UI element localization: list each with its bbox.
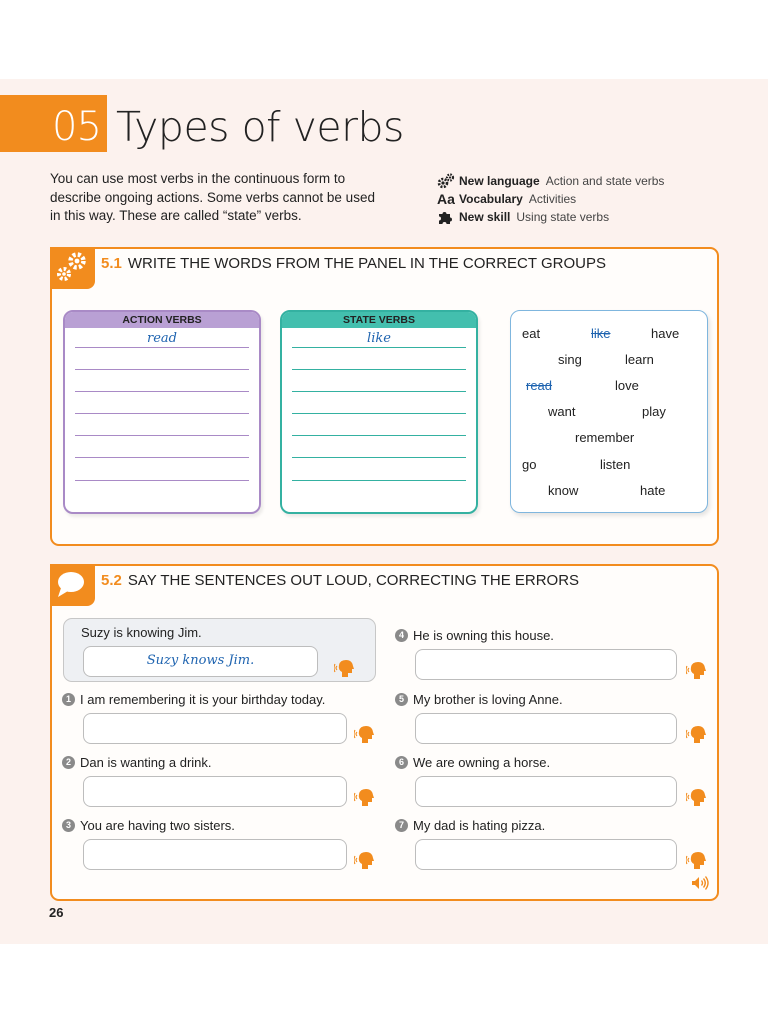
answer-line[interactable] (75, 435, 249, 436)
answer-field[interactable] (415, 839, 677, 870)
answer-line[interactable] (292, 391, 466, 392)
speaking-head-icon[interactable] (686, 724, 708, 744)
aa-icon: Aa (437, 191, 455, 207)
panel-word-crossed: like (591, 326, 611, 341)
action-verbs-column (63, 310, 261, 514)
item-number: 7 (395, 819, 408, 832)
gears-icon (50, 247, 95, 289)
sentence-text: You are having two sisters. (80, 818, 235, 833)
exercise-heading (101, 572, 579, 589)
speaking-head-icon[interactable] (354, 850, 376, 870)
meta-new-language (437, 172, 664, 190)
exercise-title: SAY THE SENTENCES OUT LOUD, CORRECTING THE ERRORS (127, 572, 580, 589)
meta-value: Activities (528, 192, 577, 206)
speech-bubble-icon (50, 564, 95, 606)
exercise-5-1 (50, 247, 719, 546)
panel-word: learn (625, 352, 654, 367)
answer-line[interactable] (75, 413, 249, 414)
action-verbs-header: ACTION VERBS (65, 312, 259, 328)
sentence-item (395, 818, 545, 833)
unit-title: Types of verbs (116, 103, 404, 151)
panel-word: sing (558, 352, 582, 367)
item-number: 4 (395, 629, 408, 642)
exercise-heading (101, 255, 606, 272)
sentence-item (395, 628, 554, 643)
state-verbs-column (280, 310, 478, 514)
answer-field[interactable] (415, 649, 677, 680)
answer-field[interactable] (415, 713, 677, 744)
exercise-5-2 (50, 564, 719, 901)
audio-speaker-icon[interactable] (690, 875, 710, 891)
meta-label: New skill (459, 210, 511, 224)
answer-line[interactable] (75, 369, 249, 370)
answer-field[interactable] (415, 776, 677, 807)
answer-line[interactable] (75, 347, 249, 348)
panel-word: listen (600, 457, 631, 472)
answer-field[interactable] (83, 839, 347, 870)
panel-word: eat (522, 326, 541, 341)
answer-line[interactable] (292, 480, 466, 481)
panel-word: remember (575, 430, 635, 445)
item-number: 2 (62, 756, 75, 769)
speaking-head-icon[interactable] (354, 787, 376, 807)
unit-number: 05 (52, 104, 101, 150)
example-answer: Suzy knows Jim. (146, 653, 255, 668)
meta-label: New language (459, 174, 540, 188)
answer-line[interactable] (292, 347, 466, 348)
panel-word: hate (640, 483, 666, 498)
speaking-head-icon[interactable] (354, 724, 376, 744)
gears-icon (437, 173, 459, 189)
speaking-head-icon[interactable] (686, 660, 708, 680)
sentence-item (62, 818, 235, 833)
unit-meta (437, 172, 664, 226)
sentence-text: He is owning this house. (413, 628, 554, 643)
answer-line[interactable] (292, 413, 466, 414)
exercise-number: 5.1 (101, 255, 122, 272)
sentence-text: Dan is wanting a drink. (80, 755, 212, 770)
panel-word-crossed: read (526, 378, 553, 393)
sentence-item (62, 692, 325, 707)
sentence-text: My dad is hating pizza. (413, 818, 546, 833)
answer-field[interactable] (83, 776, 347, 807)
intro-text: You can use most verbs in the continuous form to describe ongoing actions. Some verbs cannot be used in this way. These are called “state” verbs. (50, 171, 375, 223)
item-number: 5 (395, 693, 408, 706)
answer-line[interactable] (292, 435, 466, 436)
meta-new-skill (437, 208, 664, 226)
panel-word: have (651, 326, 680, 341)
answer-line[interactable] (292, 457, 466, 458)
sentence-item (62, 755, 212, 770)
answer-field[interactable] (83, 713, 347, 744)
panel-word: want (548, 404, 576, 419)
item-number: 3 (62, 819, 75, 832)
word-panel (510, 310, 708, 513)
item-number: 1 (62, 693, 75, 706)
sentence-text: We are owning a horse. (413, 755, 551, 770)
puzzle-icon (437, 209, 459, 225)
action-verbs-example: read (147, 331, 177, 346)
speaking-head-icon[interactable] (686, 850, 708, 870)
exercise-number: 5.2 (101, 572, 122, 589)
answer-line[interactable] (75, 391, 249, 392)
meta-value: Action and state verbs (545, 174, 665, 188)
panel-word: go (522, 457, 537, 472)
state-verbs-header: STATE VERBS (282, 312, 476, 328)
answer-line[interactable] (75, 457, 249, 458)
speaking-head-icon[interactable] (334, 658, 356, 678)
answer-line[interactable] (292, 369, 466, 370)
speaking-head-icon[interactable] (686, 787, 708, 807)
exercise-title: WRITE THE WORDS FROM THE PANEL IN THE CORRECT GROUPS (127, 255, 606, 272)
example-answer-card (83, 646, 318, 677)
sentence-item (395, 692, 563, 707)
state-verbs-example: like (367, 331, 391, 346)
sentence-text: My brother is loving Anne. (413, 692, 563, 707)
answer-line[interactable] (75, 480, 249, 481)
sentence-item (395, 755, 550, 770)
meta-vocabulary (437, 190, 664, 208)
example-sentence: Suzy is knowing Jim. (81, 625, 202, 640)
panel-word: know (548, 483, 579, 498)
item-number: 6 (395, 756, 408, 769)
sentence-text: I am remembering it is your birthday today. (80, 692, 326, 707)
meta-value: Using state verbs (516, 210, 610, 224)
panel-word: play (642, 404, 666, 419)
panel-word: love (615, 378, 639, 393)
page-number: 26 (49, 905, 64, 920)
meta-label: Vocabulary (459, 192, 523, 206)
